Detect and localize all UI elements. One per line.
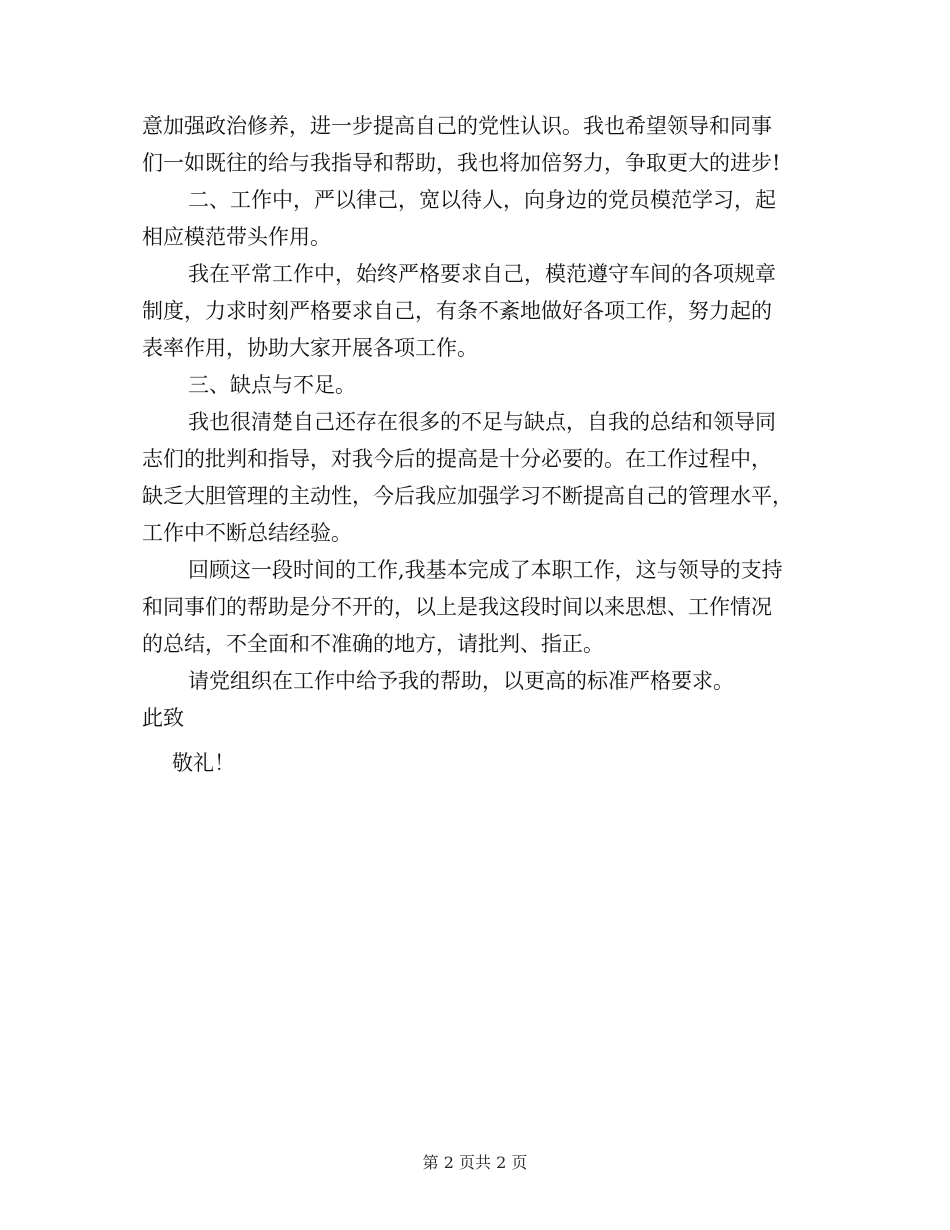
- text-line: 和同事们的帮助是分不开的，以上是我这段时间以来思想、工作情况: [142, 595, 772, 619]
- salutation-closing: 此致: [142, 706, 184, 730]
- text-line: 意加强政治修养，进一步提高自己的党性认识。我也希望领导和同事: [142, 114, 772, 138]
- paragraph-start: 我在平常工作中，始终严格要求自己，模范遵守车间的各项规章: [188, 262, 776, 286]
- text-line: 工作中不断总结经验。: [142, 521, 352, 545]
- paragraph-start: 回顾这一段时间的工作,我基本完成了本职工作，这与领导的支持: [188, 558, 783, 582]
- text-line: 的总结，不全面和不准确的地方，请批判、指正。: [142, 632, 604, 656]
- text-line: 缺乏大胆管理的主动性，今后我应加强学习不断提高自己的管理水平，: [142, 484, 793, 508]
- paragraph-start: 我也很清楚自己还存在很多的不足与缺点，自我的总结和领导同: [188, 410, 776, 434]
- page-number-footer: 第 2 页共 2 页: [422, 1153, 528, 1172]
- text-line: 表率作用，协助大家开展各项工作。: [142, 336, 478, 360]
- letter-body: [142, 108, 812, 782]
- text-line: 们一如既往的给与我指导和帮助，我也将加倍努力，争取更大的进步!: [142, 151, 781, 175]
- text-line: 志们的批判和指导，对我今后的提高是十分必要的。在工作过程中，: [142, 447, 772, 471]
- section-heading-3: 三、缺点与不足。: [188, 373, 356, 397]
- regards-closing: 敬礼！: [172, 751, 235, 775]
- text-line: 相应模范带头作用。: [142, 225, 331, 249]
- text-line: 制度，力求时刻严格要求自己，有条不紊地做好各项工作，努力起的: [142, 299, 772, 323]
- request-line: 请党组织在工作中给予我的帮助，以更高的标准严格要求。: [188, 669, 734, 693]
- section-heading-2: 二、工作中，严以律己，宽以待人，向身边的党员模范学习，起: [188, 188, 776, 212]
